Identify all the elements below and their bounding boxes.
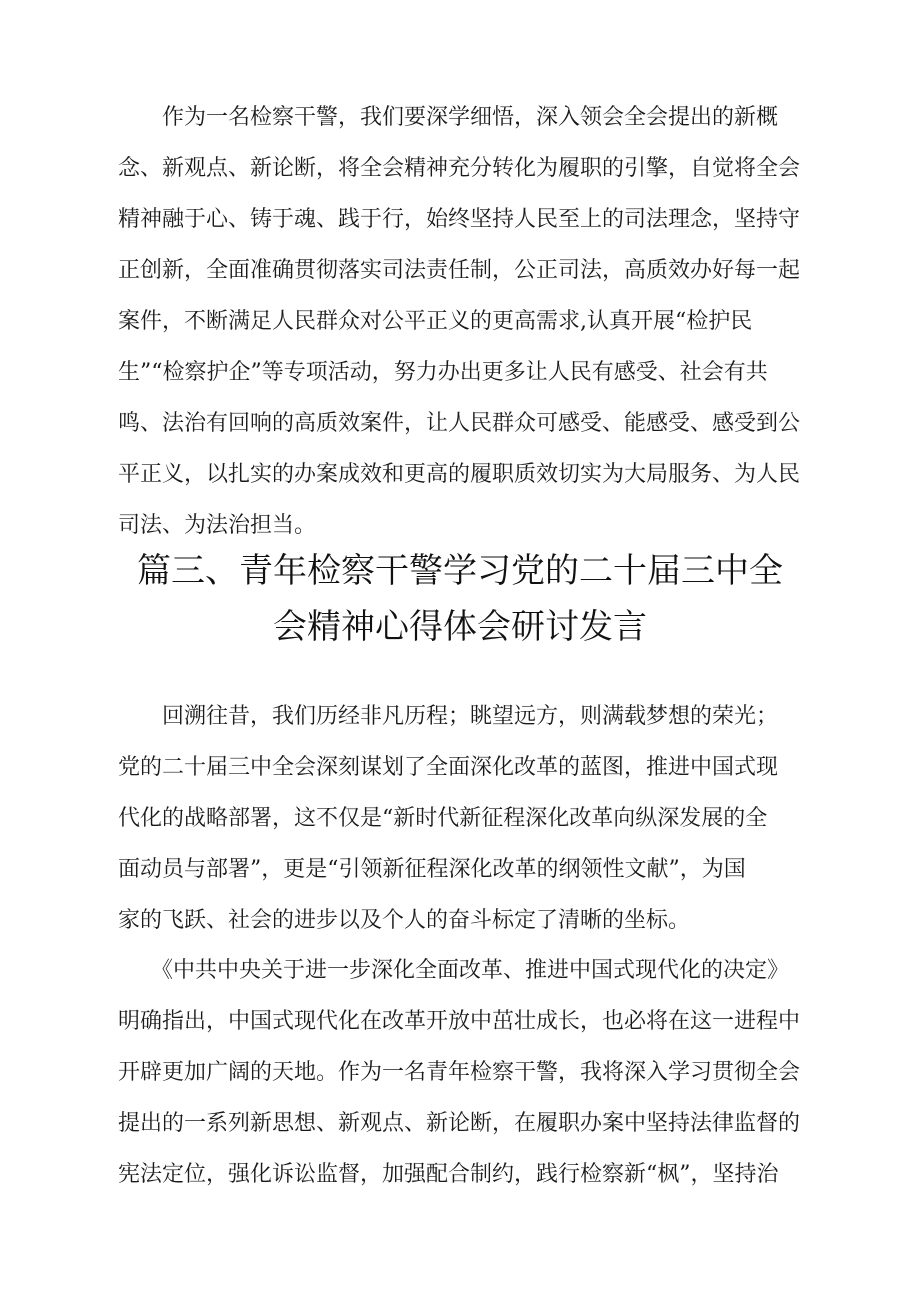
text-line: 案件，不断满足人民群众对公平正义的更高需求,认真开展“检护民 <box>118 309 753 334</box>
text-line: 家的飞跃、社会的进步以及个人的奋斗标定了清晰的坐标。 <box>118 908 691 933</box>
text-line: 正创新，全面准确贯彻落实司法责任制，公正司法，高质效办好每一起 <box>118 258 801 283</box>
text-line: 提出的一系列新思想、新观点、新论断，在履职办案中坚持法律监督的 <box>118 1111 801 1136</box>
paragraph-decision <box>118 945 830 1200</box>
text-line: 党的二十届三中全会深刻谋划了全面深化改革的蓝图，推进中国式现 <box>118 755 779 780</box>
text-line: 司法、为法治担当。 <box>118 513 317 538</box>
text-line: 面动员与部署”，更是“引领新征程深化改革的纲领性文献”，为国 <box>118 857 746 882</box>
text-line: 作为一名检察干警，我们要深学细悟，深入领会全会提出的新概 <box>118 105 779 130</box>
text-line: 宪法定位，强化诉讼监督，加强配合制约，践行检察新“枫”，坚持治 <box>118 1162 779 1187</box>
text-line: 回溯往昔，我们历经非凡历程；眺望远方，则满载梦想的荣光； <box>118 704 779 729</box>
text-line: 精神融于心、铸于魂、践于行，始终坚持人民至上的司法理念，坚持守 <box>118 207 801 232</box>
heading-line: 会精神心得体会研讨发言 <box>273 607 647 647</box>
text-line: 鸣、法治有回响的高质效案件，让人民群众可感受、能感受、感受到公 <box>118 411 801 436</box>
paragraph-retrospect <box>118 691 830 946</box>
text-line: 念、新观点、新论断，将全会精神充分转化为履职的引擎，自觉将全会 <box>118 156 801 181</box>
section-heading <box>100 543 820 655</box>
text-line: 生”“检察护企”等专项活动，努力办出更多让人民有感受、社会有共 <box>118 360 768 385</box>
text-line: 《中共中央关于进一步深化全面改革、推进中国式现代化的决定》 <box>118 958 790 983</box>
paragraph-prosecutor-duty <box>118 92 830 551</box>
heading-line: 篇三、青年检察干警学习党的二十届三中全 <box>137 551 783 591</box>
text-line: 平正义，以扎实的办案成效和更高的履职质效切实为大局服务、为人民 <box>118 462 801 487</box>
text-line: 代化的战略部署，这不仅是“新时代新征程深化改革向纵深发展的全 <box>118 806 768 831</box>
text-line: 开辟更加广阔的天地。作为一名青年检察干警，我将深入学习贯彻全会 <box>118 1060 801 1085</box>
text-line: 明确指出，中国式现代化在改革开放中茁壮成长，也必将在这一进程中 <box>118 1009 801 1034</box>
